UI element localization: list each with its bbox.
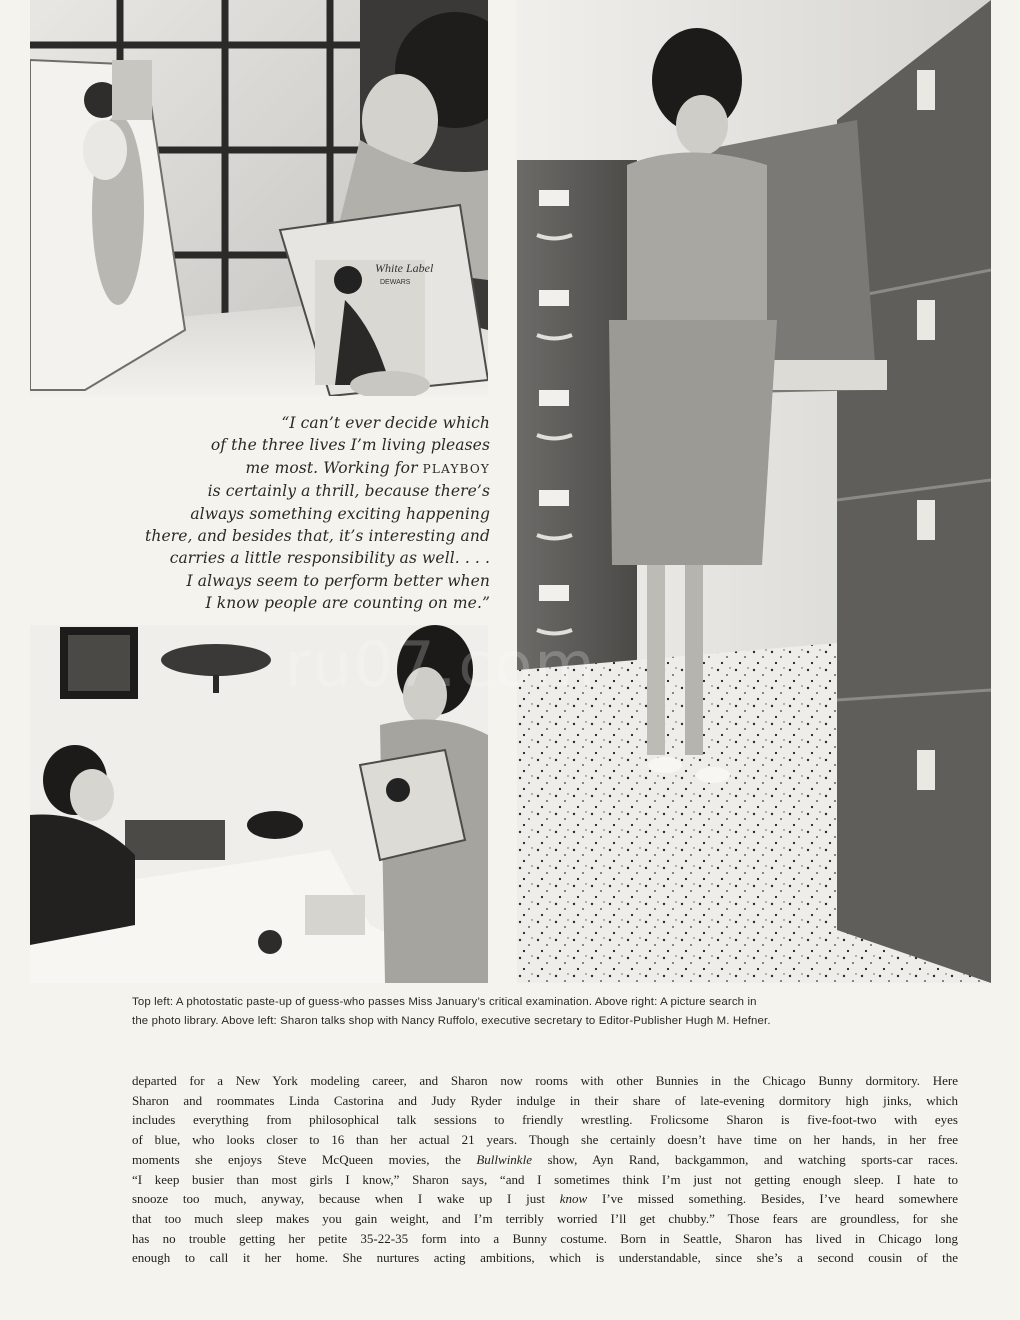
ad-sub-text: DEWARS [380,279,411,286]
show-title: Bullwinkle [476,1151,532,1167]
body-line [132,1150,958,1170]
caption-line: Top left: A photostatic paste-up of guess-who passes Miss January’s critical examination. Above right: A picture search in [132,996,757,1008]
quote-line: carries a little responsibility as well. . . . [169,549,490,568]
quote-line: always something exciting happening [190,504,490,523]
ad-brand-text: White Label [375,261,434,275]
photo-library-image [517,0,991,983]
quote-line: is certainly a thrill, because there’s [207,482,490,501]
quote-line: I always seem to perform better when [186,571,490,590]
quote-line [110,457,490,480]
body-text-segment: moments she enjoys Steve McQueen movies, the [132,1151,477,1167]
photo-pasteup-examination [30,0,488,396]
body-line [132,1189,958,1209]
body-line: includes everything from philosophical talk sessions to friendly wrestling. Frolicsome Sharon is five-foot-two with eyes [132,1112,958,1128]
quote-line-text: me most. Working for [245,458,423,477]
body-text-segment: snooze too much, anyway, because when I wake up I just [132,1191,560,1207]
body-text-segment: I’ve missed something. Besides, I’ve heard somewhere [587,1191,958,1207]
quote-line: I know people are counting on me.” [205,594,490,613]
magazine-name: PLAYBOY [422,461,490,476]
photo-shop-talk [30,625,488,983]
photo-pasteup-image [30,0,488,396]
emphasis-word: know [559,1191,588,1207]
body-line: Sharon and roommates Linda Castorina and Judy Ryder indulge in their share of late-evening dormitory high jinks, which [132,1092,958,1108]
watermark-text: ru07.com [285,628,597,701]
quote-line: “I can’t ever decide which [281,414,490,432]
photo-caption [132,993,962,1031]
quote-line: of the three lives I’m living pleases [210,436,490,455]
pull-quote [110,412,490,615]
body-line: departed for a New York modeling career, and Sharon now rooms with other Bunnies in the Chicago Bunny dormitory. Here [132,1073,958,1088]
quote-line: there, and besides that, it’s interesting and [145,527,490,546]
body-line: that too much sleep makes you gain weight, and I’m terribly worried I’ll get chubby.” Those fears are groundless, for she [132,1210,958,1226]
body-line: enough to call it her home. She nurtures acting ambitions, which is understandable, since she’s a second cousin of the [132,1250,958,1266]
photo-picture-search [517,0,991,983]
photo-desk-image [30,625,488,983]
caption-line: the photo library. Above left: Sharon talks shop with Nancy Ruffolo, executive secretary to Editor-Publisher Hugh M. Hefner. [132,1015,771,1027]
body-line: of blue, who looks closer to 16 than her actual 21 years. Though she certainly doesn’t have time on her hands, in her free [132,1132,958,1148]
article-body [132,1071,958,1268]
body-text-segment: show, Ayn Rand, backgammon, and watching sports-car races. [531,1151,959,1167]
body-line: has no trouble getting her petite 35-22-35 form into a Bunny costume. Born in Seattle, Sharon has lived in Chicago long [132,1230,958,1246]
body-line: “I keep busier than most girls I know,” Sharon says, “and I sometimes think I’m just not getting enough sleep. I hate to [132,1171,958,1187]
